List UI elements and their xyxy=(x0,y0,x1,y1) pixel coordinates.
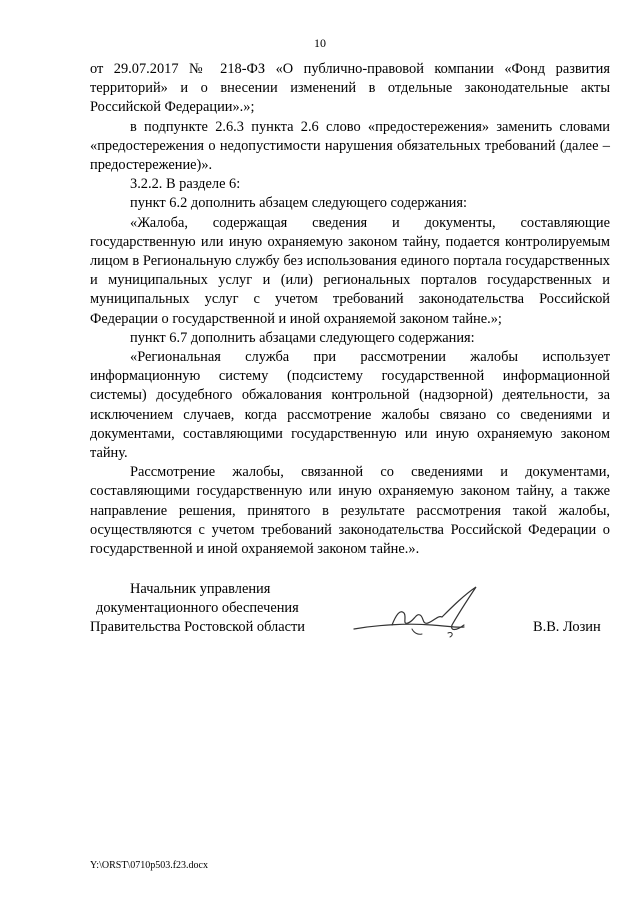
paragraph-complaint-text: «Жалоба, содержащая сведения и документы, составляющие государственную или иную охраняемую законом тайну, подается контролируемым лицом в Региональную службу без использования единого портала государственных и муниципальных услуг и (или) региональных порталов государственных и муниципальных услуг с учетом требований законодательства Российской Федерации о государственной и иной охраняемой законом тайне.»; xyxy=(90,214,610,327)
handwritten-signature xyxy=(352,585,492,645)
signatory-position-line-3: Правительства Ростовской области xyxy=(90,619,305,636)
paragraph-point-6-7-intro: пункт 6.7 дополнить абзацами следующего содержания: xyxy=(130,329,475,346)
page-number: 10 xyxy=(314,36,326,50)
paragraph-subpoint-2-6-3: в подпункте 2.6.3 пункта 2.6 слово «предостережения» заменить словами «предостережения о недопустимости нарушения обязательных требований (далее – предостережение)». xyxy=(90,118,610,174)
paragraph-section-6-heading: 3.2.2. В разделе 6: xyxy=(130,176,241,193)
paragraph-law-reference: от 29.07.2017 № 218-ФЗ «О публично-правовой компании «Фонд развития территорий» и о внесении изменений в отдельные законодательные акты Российской Федерации».»; xyxy=(90,61,610,116)
footer-file-path: Y:\ORST\0710p503.f23.docx xyxy=(90,860,208,871)
signatory-position-line-2: документационного обеспечения xyxy=(96,600,299,617)
signatory-position-line-1: Начальник управления xyxy=(130,581,271,597)
paragraph-regional-service: «Региональная служба при рассмотрении жалобы использует информационную систему (подсистему государственной информационной системы) досудебного обжалования контрольной (надзорной) деятельности, за исключением случаев, когда рассмотрение жалобы связано со сведениями и документами, составляющими государственную или иную охраняемую законом тайну. xyxy=(90,349,610,462)
paragraph-complaint-review: Рассмотрение жалобы, связанной со сведениями и документами, составляющими государственную или иную охраняемую законом тайну, а также направление решения, принятого в результате рассмотрения такой жалобы, осуществляются с учетом требований законодательства Российской Федерации о государственной и иной охраняемой законом тайне.». xyxy=(90,464,610,558)
signatory-name: В.В. Лозин xyxy=(533,619,601,635)
document-body xyxy=(90,60,610,559)
signatory-position xyxy=(90,580,330,638)
paragraph-point-6-2-intro: пункт 6.2 дополнить абзацем следующего содержания: xyxy=(130,195,467,212)
